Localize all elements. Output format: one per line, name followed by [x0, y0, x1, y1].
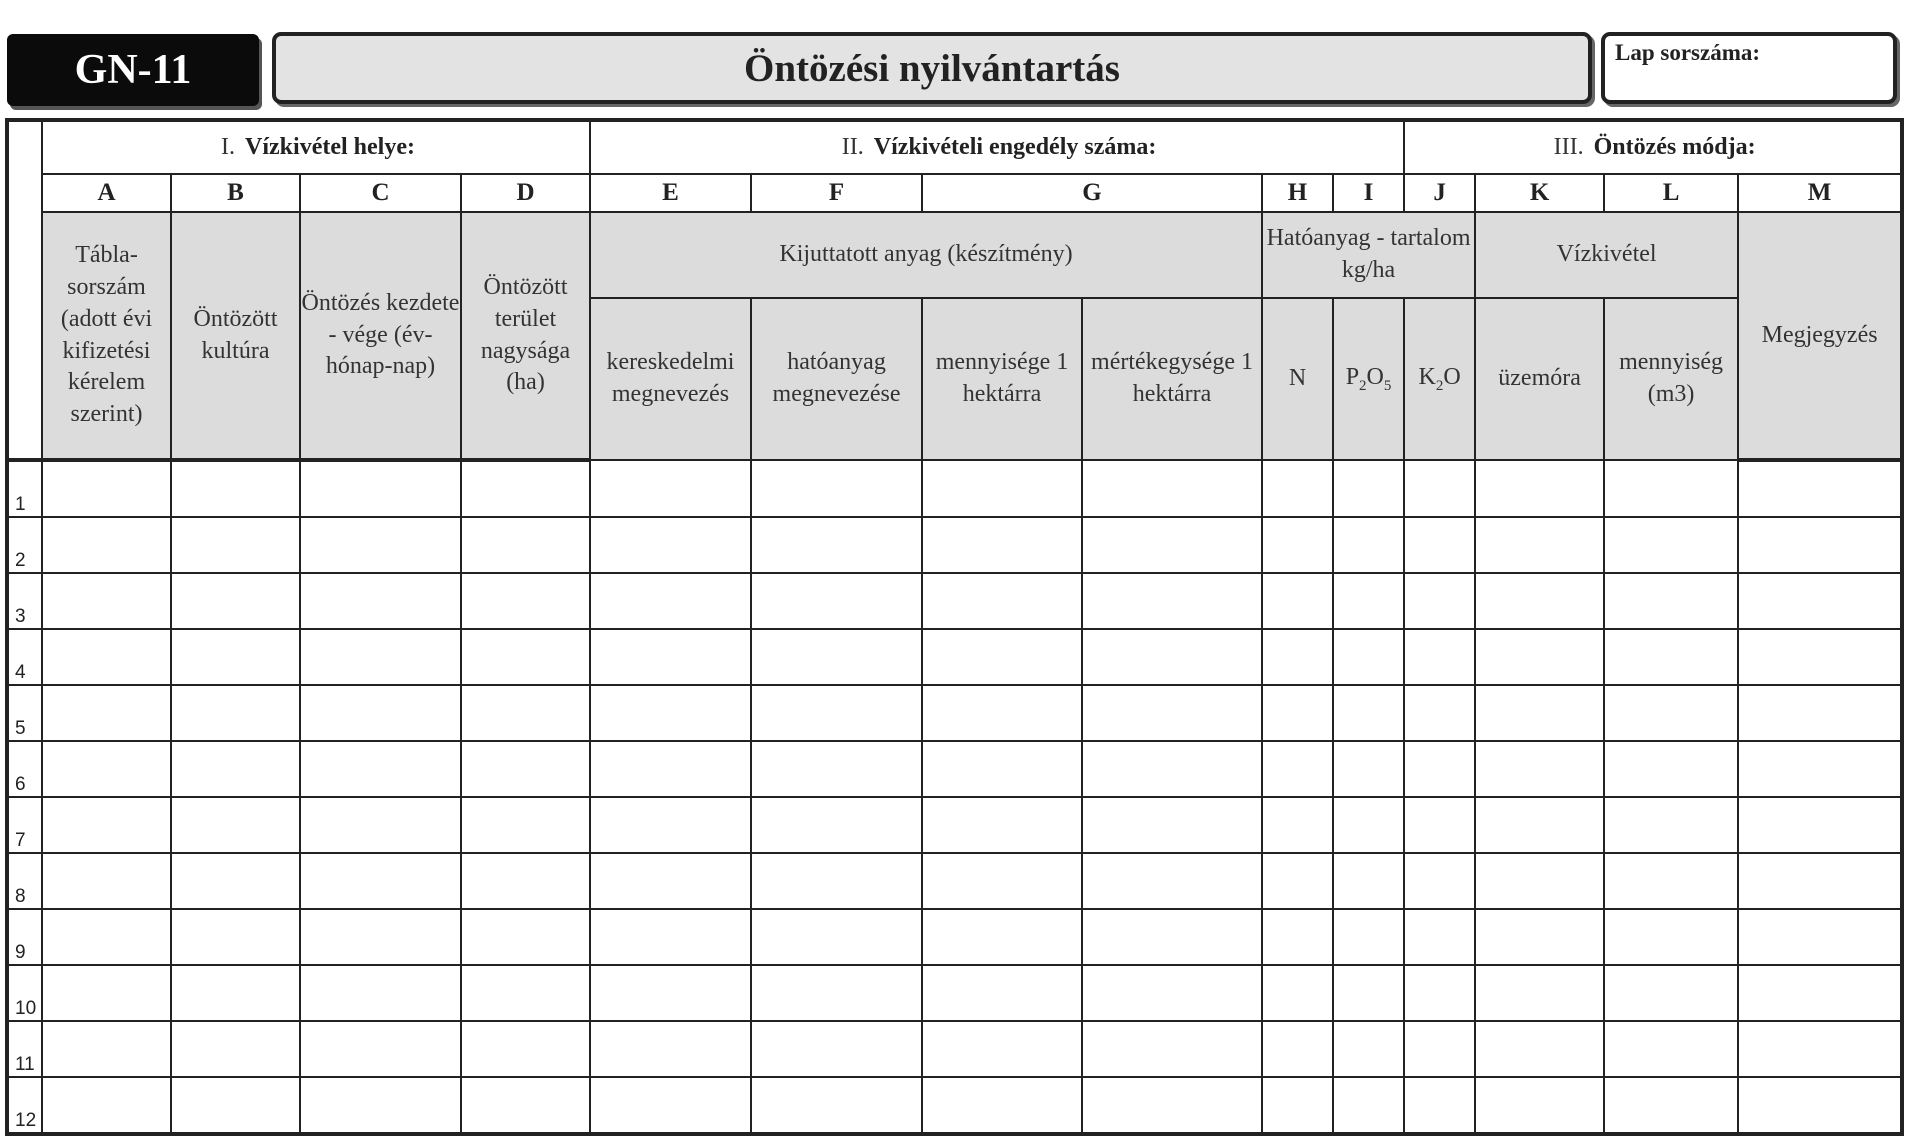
- entry-cell[interactable]: [1262, 685, 1333, 741]
- entry-cell[interactable]: [42, 797, 171, 853]
- water-intake-location-label: Vízkivétel helye:: [245, 134, 415, 160]
- table-row: [7, 853, 1902, 909]
- entry-cell[interactable]: [1604, 909, 1738, 965]
- table-row: [7, 685, 1902, 741]
- header-table-number: Tábla-sorszám (adott évi kifizetési kérelem szerint): [42, 212, 171, 460]
- entry-cell[interactable]: [300, 460, 461, 517]
- table-row: [7, 965, 1902, 1021]
- table-row: [7, 573, 1902, 629]
- entry-cell[interactable]: [1404, 517, 1475, 573]
- entry-cell[interactable]: [751, 741, 922, 797]
- entry-cell[interactable]: [922, 629, 1082, 685]
- entry-cell[interactable]: [1475, 685, 1604, 741]
- row-number: 11: [7, 1021, 42, 1077]
- entry-cell[interactable]: [300, 797, 461, 853]
- entry-cell[interactable]: [751, 685, 922, 741]
- entry-cell[interactable]: [42, 573, 171, 629]
- sheet-number-label: Lap sorszáma:: [1615, 40, 1761, 65]
- entry-cell[interactable]: [1082, 685, 1262, 741]
- entry-cell[interactable]: [171, 797, 300, 853]
- column-letter-i: I: [1333, 174, 1404, 212]
- entry-cell[interactable]: [1082, 853, 1262, 909]
- entry-cell[interactable]: [590, 741, 751, 797]
- entry-cell[interactable]: [1738, 909, 1902, 965]
- entry-cell[interactable]: [1475, 909, 1604, 965]
- entry-cell[interactable]: [1475, 460, 1604, 517]
- header-potassium-oxide: $K_2O$: [1404, 298, 1475, 460]
- column-letter-j: J: [1404, 174, 1475, 212]
- entry-cell[interactable]: [1333, 517, 1404, 573]
- entry-cell[interactable]: [300, 965, 461, 1021]
- entry-cell[interactable]: [590, 853, 751, 909]
- entry-cell[interactable]: [1333, 797, 1404, 853]
- entry-cell[interactable]: [751, 1021, 922, 1077]
- entry-cell[interactable]: [1333, 685, 1404, 741]
- entry-cell[interactable]: [300, 853, 461, 909]
- entry-cell[interactable]: [42, 741, 171, 797]
- entry-cell[interactable]: [1333, 460, 1404, 517]
- entry-cell[interactable]: [300, 685, 461, 741]
- entry-cell[interactable]: [922, 741, 1082, 797]
- entry-cell[interactable]: [42, 1077, 171, 1134]
- entry-cell[interactable]: [42, 517, 171, 573]
- entry-cell[interactable]: [1738, 517, 1902, 573]
- entry-cell[interactable]: [1475, 797, 1604, 853]
- header-active-content-group: Hatóanyag - tartalom kg/ha: [1262, 212, 1475, 298]
- entry-cell[interactable]: [1604, 573, 1738, 629]
- entry-cell[interactable]: [1604, 853, 1738, 909]
- entry-cell[interactable]: [751, 629, 922, 685]
- entry-cell[interactable]: [1738, 797, 1902, 853]
- table-row: [7, 517, 1902, 573]
- entry-cell[interactable]: [922, 1021, 1082, 1077]
- entry-cell[interactable]: [461, 797, 590, 853]
- entry-cell[interactable]: [461, 685, 590, 741]
- header-applied-material-group: Kijuttatott anyag (készítmény): [590, 212, 1262, 298]
- entry-cell[interactable]: [1082, 741, 1262, 797]
- entry-cell[interactable]: [1475, 965, 1604, 1021]
- entry-cell[interactable]: [1082, 517, 1262, 573]
- entry-cell[interactable]: [461, 965, 590, 1021]
- entry-cell[interactable]: [1333, 573, 1404, 629]
- entry-cell[interactable]: [1262, 741, 1333, 797]
- entry-cell[interactable]: [1604, 460, 1738, 517]
- entry-cell[interactable]: [461, 629, 590, 685]
- row-number: 7: [7, 797, 42, 853]
- entry-cell[interactable]: [1082, 965, 1262, 1021]
- entry-cell[interactable]: [1262, 965, 1333, 1021]
- entry-cell[interactable]: [461, 909, 590, 965]
- entry-cell[interactable]: [590, 629, 751, 685]
- entry-cell[interactable]: [171, 685, 300, 741]
- header-irrigation-period: Öntözés kezdete - vége (év-hónap-nap): [300, 212, 461, 460]
- entry-cell[interactable]: [1262, 797, 1333, 853]
- header-quantity-per-hectare: mennyisége 1 hektárra: [922, 298, 1082, 460]
- permit-number-field[interactable]: [590, 120, 1404, 174]
- entry-cell[interactable]: [1475, 573, 1604, 629]
- entry-cell[interactable]: [1738, 1077, 1902, 1134]
- row-number: 12: [7, 1077, 42, 1134]
- entry-cell[interactable]: [922, 909, 1082, 965]
- table-row: [7, 629, 1902, 685]
- entry-cell[interactable]: [1475, 517, 1604, 573]
- sheet-number-field[interactable]: [1601, 32, 1897, 104]
- header-active-ingredient-name: hatóanyag megnevezése: [751, 298, 922, 460]
- entry-cell[interactable]: [1738, 629, 1902, 685]
- entry-cell[interactable]: [461, 853, 590, 909]
- entry-cell[interactable]: [922, 797, 1082, 853]
- entry-cell[interactable]: [461, 1021, 590, 1077]
- entry-cell[interactable]: [1738, 573, 1902, 629]
- entry-cell[interactable]: [171, 1021, 300, 1077]
- entry-cell[interactable]: [1404, 685, 1475, 741]
- header-operating-hours: üzemóra: [1475, 298, 1604, 460]
- entry-cell[interactable]: [461, 741, 590, 797]
- entry-cell[interactable]: [1604, 1021, 1738, 1077]
- entry-cell[interactable]: [1475, 629, 1604, 685]
- entry-cell[interactable]: [1604, 629, 1738, 685]
- table-row: [7, 909, 1902, 965]
- entry-cell[interactable]: [1082, 1077, 1262, 1134]
- entry-cell[interactable]: [1082, 797, 1262, 853]
- entry-cell[interactable]: [1404, 1077, 1475, 1134]
- entry-cell[interactable]: [590, 1077, 751, 1134]
- entry-cell[interactable]: [1475, 1077, 1604, 1134]
- entry-cell[interactable]: [1604, 517, 1738, 573]
- entry-cell[interactable]: [300, 629, 461, 685]
- header-trade-name: kereskedelmi megnevezés: [590, 298, 751, 460]
- entry-cell[interactable]: [42, 685, 171, 741]
- section3-roman: III.: [1553, 134, 1584, 160]
- row-number: 5: [7, 685, 42, 741]
- entry-cell[interactable]: [461, 1077, 590, 1134]
- entry-cell[interactable]: [1333, 1077, 1404, 1134]
- row-number: 2: [7, 517, 42, 573]
- column-letter-g: G: [922, 174, 1262, 212]
- row-number: 8: [7, 853, 42, 909]
- entry-cell[interactable]: [1404, 1021, 1475, 1077]
- entry-cell[interactable]: [1604, 741, 1738, 797]
- table-row: [7, 797, 1902, 853]
- entry-cell[interactable]: [1082, 460, 1262, 517]
- form-code: GN-11: [7, 34, 259, 106]
- irrigation-record-table: [5, 118, 1904, 1136]
- entry-cell[interactable]: [300, 741, 461, 797]
- entry-cell[interactable]: [751, 853, 922, 909]
- entry-cell[interactable]: [1262, 573, 1333, 629]
- column-letter-m: M: [1738, 174, 1902, 212]
- irrigation-method-label: Öntözés módja:: [1593, 134, 1756, 160]
- row-number: 6: [7, 741, 42, 797]
- entry-cell[interactable]: [1738, 853, 1902, 909]
- row-number: 9: [7, 909, 42, 965]
- column-letter-l: L: [1604, 174, 1738, 212]
- row-number: 10: [7, 965, 42, 1021]
- column-letter-f: F: [751, 174, 922, 212]
- entry-cell[interactable]: [300, 517, 461, 573]
- entry-cell[interactable]: [171, 853, 300, 909]
- header-unit-per-hectare: mértékegysége 1 hektárra: [1082, 298, 1262, 460]
- entry-cell[interactable]: [1738, 965, 1902, 1021]
- entry-cell[interactable]: [922, 853, 1082, 909]
- entry-cell[interactable]: [1333, 965, 1404, 1021]
- entry-cell[interactable]: [1404, 965, 1475, 1021]
- entry-cell[interactable]: [461, 460, 590, 517]
- entry-cell[interactable]: [922, 965, 1082, 1021]
- row-number-header: [7, 120, 42, 460]
- entry-cell[interactable]: [590, 685, 751, 741]
- entry-cell[interactable]: [171, 741, 300, 797]
- row-number: 4: [7, 629, 42, 685]
- entry-cell[interactable]: [300, 1077, 461, 1134]
- column-letter-b: B: [171, 174, 300, 212]
- entry-cell[interactable]: [300, 1021, 461, 1077]
- table-row: [7, 460, 1902, 517]
- entry-cell[interactable]: [751, 517, 922, 573]
- entry-cell[interactable]: [1738, 1021, 1902, 1077]
- entry-cell[interactable]: [42, 965, 171, 1021]
- entry-cell[interactable]: [1404, 741, 1475, 797]
- table-row: [7, 741, 1902, 797]
- entry-cell[interactable]: [1475, 741, 1604, 797]
- entry-cell[interactable]: [1333, 1021, 1404, 1077]
- entry-cell[interactable]: [922, 517, 1082, 573]
- entry-cell[interactable]: [922, 685, 1082, 741]
- entry-cell[interactable]: [1262, 909, 1333, 965]
- column-letter-e: E: [590, 174, 751, 212]
- entry-cell[interactable]: [590, 573, 751, 629]
- entry-cell[interactable]: [590, 909, 751, 965]
- entry-cell[interactable]: [1738, 741, 1902, 797]
- entry-cell[interactable]: [300, 909, 461, 965]
- entry-cell[interactable]: [590, 965, 751, 1021]
- header-nitrogen: N: [1262, 298, 1333, 460]
- table-row: [7, 1021, 1902, 1077]
- entry-cell[interactable]: [42, 853, 171, 909]
- entry-cell[interactable]: [751, 909, 922, 965]
- entry-cell[interactable]: [1738, 685, 1902, 741]
- entry-cell[interactable]: [1604, 1077, 1738, 1134]
- entry-cell[interactable]: [751, 460, 922, 517]
- entry-cell[interactable]: [171, 460, 300, 517]
- entry-cell[interactable]: [171, 517, 300, 573]
- entry-cell[interactable]: [922, 573, 1082, 629]
- entry-cell[interactable]: [171, 1077, 300, 1134]
- entry-cell[interactable]: [42, 629, 171, 685]
- entry-cell[interactable]: [1082, 629, 1262, 685]
- column-letter-a: A: [42, 174, 171, 212]
- entry-cell[interactable]: [1404, 853, 1475, 909]
- entry-cell[interactable]: [1262, 517, 1333, 573]
- water-intake-location-field[interactable]: [42, 120, 590, 174]
- entry-cell[interactable]: [751, 797, 922, 853]
- entry-cell[interactable]: [1262, 1077, 1333, 1134]
- entry-cell[interactable]: [461, 573, 590, 629]
- entry-cell[interactable]: [1262, 460, 1333, 517]
- row-number: 1: [7, 460, 42, 517]
- entry-cell[interactable]: [590, 797, 751, 853]
- section2-roman: II.: [841, 134, 864, 160]
- entry-cell[interactable]: [42, 909, 171, 965]
- entry-cell[interactable]: [751, 965, 922, 1021]
- entry-cell[interactable]: [1604, 965, 1738, 1021]
- form-title: Öntözési nyilvántartás: [272, 32, 1592, 104]
- entry-cell[interactable]: [1738, 460, 1902, 517]
- entry-cell[interactable]: [461, 517, 590, 573]
- entry-cell[interactable]: [1082, 909, 1262, 965]
- entry-cell[interactable]: [590, 460, 751, 517]
- header-crop: Öntözött kultúra: [171, 212, 300, 460]
- entry-cell[interactable]: [1262, 1021, 1333, 1077]
- header-remarks: Megjegyzés: [1738, 212, 1902, 460]
- entry-cell[interactable]: [1262, 629, 1333, 685]
- entry-cell[interactable]: [1333, 853, 1404, 909]
- entry-cell[interactable]: [300, 573, 461, 629]
- column-letter-h: H: [1262, 174, 1333, 212]
- entry-cell[interactable]: [1404, 460, 1475, 517]
- irrigation-method-field[interactable]: [1404, 120, 1902, 174]
- entry-cell[interactable]: [1604, 685, 1738, 741]
- entry-cell[interactable]: [751, 573, 922, 629]
- entry-cell[interactable]: [1333, 629, 1404, 685]
- column-letter-k: K: [1475, 174, 1604, 212]
- entry-cell[interactable]: [590, 517, 751, 573]
- header-irrigated-area: Öntözött terület nagysága (ha): [461, 212, 590, 460]
- permit-number-label: Vízkivételi engedély száma:: [873, 134, 1157, 160]
- entry-cell[interactable]: [1404, 629, 1475, 685]
- entry-cell[interactable]: [171, 909, 300, 965]
- entry-cell[interactable]: [42, 460, 171, 517]
- entry-cell[interactable]: [590, 1021, 751, 1077]
- table-row: [7, 1077, 1902, 1134]
- entry-cell[interactable]: [171, 629, 300, 685]
- entry-cell[interactable]: [922, 460, 1082, 517]
- entry-cell[interactable]: [1262, 853, 1333, 909]
- header-water-quantity: mennyiség (m3): [1604, 298, 1738, 460]
- entry-cell[interactable]: [1082, 573, 1262, 629]
- header-water-intake-group: Vízkivétel: [1475, 212, 1738, 298]
- entry-cell[interactable]: [1475, 1021, 1604, 1077]
- column-letter-d: D: [461, 174, 590, 212]
- entry-cell[interactable]: [1604, 797, 1738, 853]
- entry-cell[interactable]: [171, 965, 300, 1021]
- entry-cell[interactable]: [1082, 1021, 1262, 1077]
- entry-cell[interactable]: [751, 1077, 922, 1134]
- entry-cell[interactable]: [1404, 573, 1475, 629]
- row-number: 3: [7, 573, 42, 629]
- entry-cell[interactable]: [1333, 741, 1404, 797]
- entry-cell[interactable]: [1404, 909, 1475, 965]
- entry-cell[interactable]: [1404, 797, 1475, 853]
- section1-roman: I.: [221, 134, 236, 160]
- entry-cell[interactable]: [1333, 909, 1404, 965]
- entry-cell[interactable]: [1475, 853, 1604, 909]
- header-phosphorus-pentoxide: $P_2O_5$: [1333, 298, 1404, 460]
- entry-cell[interactable]: [171, 573, 300, 629]
- entry-cell[interactable]: [922, 1077, 1082, 1134]
- column-letter-c: C: [300, 174, 461, 212]
- entry-cell[interactable]: [42, 1021, 171, 1077]
